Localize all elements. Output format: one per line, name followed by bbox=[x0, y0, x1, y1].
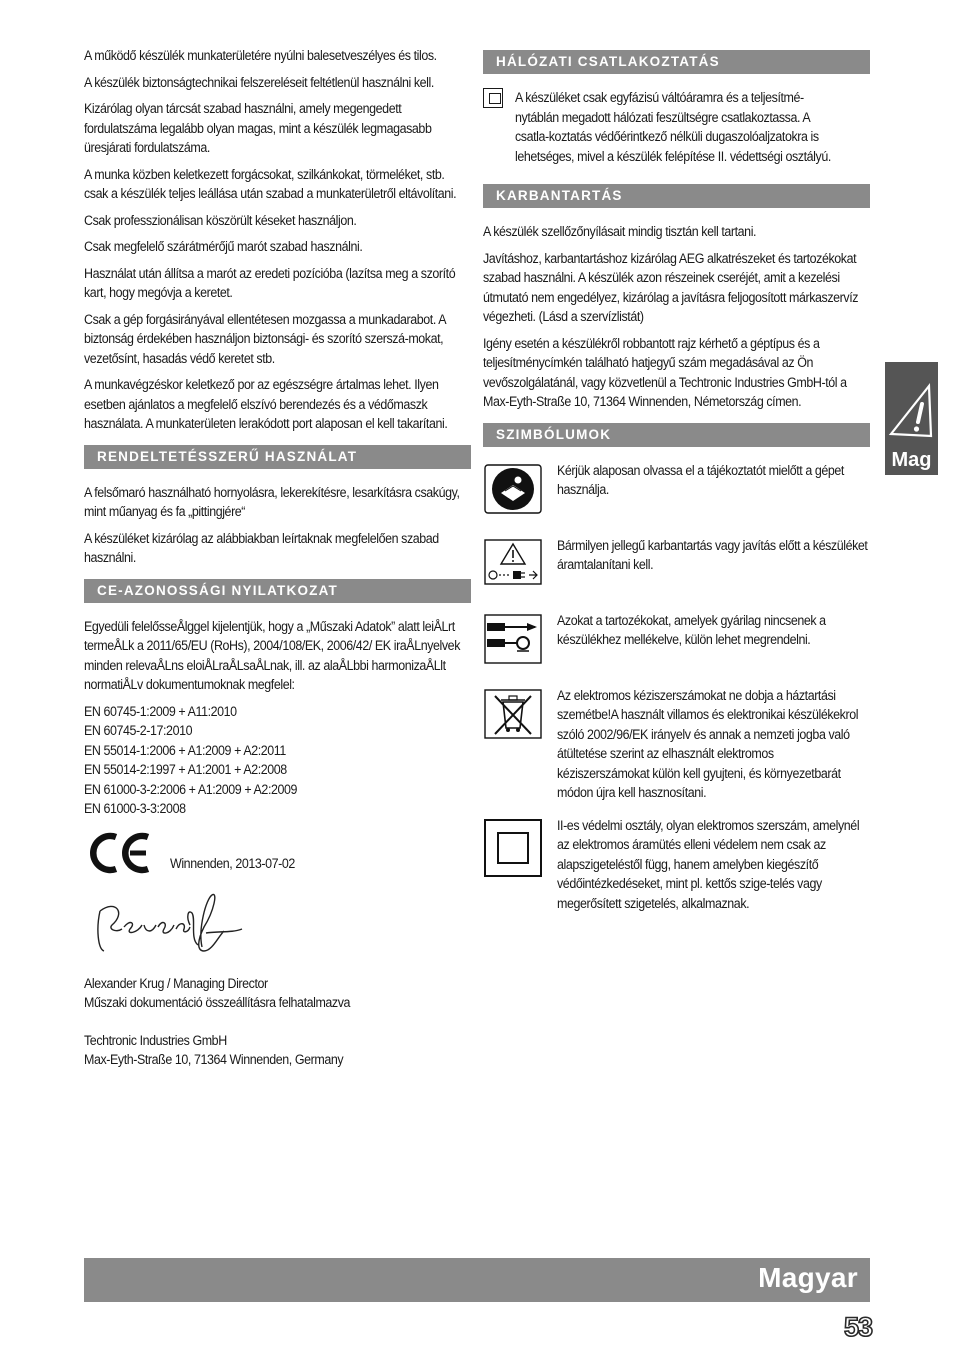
class-ii-icon bbox=[483, 818, 543, 878]
standard-item: EN 60745-2-17:2010 bbox=[84, 723, 193, 738]
signer-role: Műszaki dokumentáció összeállításra felhatalmazva bbox=[84, 995, 351, 1010]
maintenance-paragraph: Javításhoz, karbantartáshoz kizárólag AEG alkatrészeket és tartozékokat szabad használni. A készülék azon részeinek cseréjét, amit a kezelési útmutató nem engedélyez, kizárólag a javításra feljogosított márkaszervíz végezheti. (Lásd a szervízlistát) bbox=[483, 250, 859, 324]
mains-connection-heading: HÁLÓZATI CSATLAKOZTATÁS bbox=[483, 50, 870, 74]
safety-paragraph: Kizárólag olyan tárcsát szabad használni, amely megengedett fordulatszáma legalább olyan magas, mint a készülék legmagasabb üresjárati fordulatszáma. bbox=[84, 101, 432, 155]
symbol-text: Kérjük alaposan olvassa el a tájékoztatót mielőtt a gépet használja. bbox=[557, 462, 844, 497]
symbol-row bbox=[483, 686, 870, 803]
standard-item: EN 61000-3-3:2008 bbox=[84, 801, 186, 816]
standard-item: EN 61000-3-2:2006 + A1:2009 + A2:2009 bbox=[84, 781, 298, 797]
place-date: Winnenden, 2013-07-02 bbox=[170, 855, 295, 871]
footer-language-band bbox=[84, 1258, 870, 1302]
right-column bbox=[483, 46, 870, 926]
maintenance-paragraph: Igény esetén a készülékről robbantott rajz kérhető a géptípus és a teljesítménycímkén található hatjegyű szám megadásával az Ön vevőszolgálatánál, vagy közvetlenül a Techtronic Industries GmbH-tól a Max-Eyth-Straße 10, 71364 Winnenden, Németország címen. bbox=[483, 335, 847, 409]
ce-declaration-heading: CE-AZONOSSÁGI NYILATKOZAT bbox=[84, 579, 471, 603]
side-tab-label: Mag bbox=[891, 449, 932, 471]
company-address: Max-Eyth-Straße 10, 71364 Winnenden, Germany bbox=[84, 1052, 344, 1067]
footer-language-label: Magyar bbox=[758, 1262, 858, 1293]
language-side-tab bbox=[885, 362, 938, 475]
symbol-description bbox=[557, 611, 870, 650]
mains-connection-paragraph: A készüléket csak egyfázisú váltóáramra és a teljesítmé-nytáblán megadott hálózati feszültségre csatlakoztassa. A csatla-koztatás védőérintkező nélküli dugaszolóaljzatokra is lehetséges, mivel a készülék felépítése II. védettségi osztályú. bbox=[515, 90, 832, 164]
symbol-row bbox=[483, 536, 870, 598]
left-column bbox=[84, 46, 471, 1070]
read-manual-icon bbox=[483, 463, 543, 523]
symbol-description bbox=[557, 536, 870, 575]
symbol-text: II-es védelmi osztály, olyan elektromos szerszám, amelynél az elektromos áramütés elleni védelem nem csak az alapszigeteléstől függ, hanem amelyben kiegészítő védőintézkedéseket, mint pl. kettős szige-telés vagy megerősített szigetelés, alkalmaznak. bbox=[557, 817, 860, 911]
standards-list bbox=[84, 702, 471, 819]
standard-item: EN 55014-1:2006 + A1:2009 + A2:2011 bbox=[84, 742, 286, 758]
maintenance-paragraph: A készülék szellőzőnyílásait mindig tisztán kell tartani. bbox=[483, 224, 757, 239]
symbols-heading: SZIMBÓLUMOK bbox=[483, 423, 870, 447]
safety-paragraph: Csak professzionálisan köszörült késeket használjon. bbox=[84, 212, 357, 228]
symbol-row bbox=[483, 816, 870, 914]
safety-paragraph: Használat után állítsa a marót az eredeti pozícióba (lazítsa meg a szorító kart, hogy megóvja a keretet. bbox=[84, 265, 456, 300]
ce-declaration-paragraph: Egyedüli felelősseÅlggel kijelentjük, hogy a „Műszaki Adatok” alatt leiÅLrt termeÅLk a 2011/65/EU (RoHs), 2004/108/EK, 2006/42/ EK iraÅLnyelvek minden relevaÅLns eloiÅLraÅLsaÅLnak, ill. az alaÅLbbi harmonizaÅLlt normatiÅLv dokumentumoknak megfelel: bbox=[84, 618, 461, 692]
safety-paragraph: A készülék biztonságtechnikai felszereléseit feltétlenül használni kell. bbox=[84, 74, 434, 90]
class-ii-small-icon bbox=[483, 88, 503, 108]
symbol-text: Bármilyen jellegű karbantartás vagy javítás előtt a készüléket áramtalanítani kell. bbox=[557, 537, 868, 572]
unplug-warning-icon bbox=[483, 538, 543, 598]
symbol-row bbox=[483, 611, 870, 673]
intended-use-paragraph: A felsőmaró használható hornyolásra, lekerekítésre, lesarkításra csakúgy, mint műanyag és fa „pittingjére“ bbox=[84, 484, 460, 519]
warning-exclamation-icon bbox=[885, 362, 938, 444]
symbol-text: Az elektromos kéziszerszámokat ne dobja a háztartási szemétbe!A használt villamos és elektronikai készülékekrol szóló 2002/96/EK irányelv és annak a nemzeti jogba való átültetése szerint az elhasznált elektromos kéziszerszámokat külön kell gyujteni, és környezetbarát módon újra kell hasznosítani. bbox=[557, 687, 859, 800]
mains-connection-block bbox=[483, 88, 870, 173]
safety-paragraph: Csak megfelelő szárátmérőjű marót szabad használni. bbox=[84, 239, 363, 254]
standard-item: EN 55014-2:1997 + A1:2001 + A2:2008 bbox=[84, 762, 287, 777]
accessories-icon bbox=[483, 613, 543, 673]
crossed-bin-icon bbox=[483, 688, 543, 748]
symbol-description bbox=[557, 686, 870, 803]
signature-image bbox=[86, 889, 256, 969]
safety-paragraph: Csak a gép forgásirányával ellentétesen mozgassa a munkadarabot. A biztonság érdekében használjon biztonsági- és szorító szerszá-mokat, vezetősínt, hasadás védő keretet stb. bbox=[84, 311, 446, 366]
symbol-description bbox=[557, 461, 870, 500]
ce-mark-icon bbox=[86, 831, 154, 875]
intended-use-paragraph: A készüléket kizárólag az alábbiakban leírtaknak megfelelően szabad használni. bbox=[84, 530, 439, 565]
symbol-row bbox=[483, 461, 870, 523]
signer-name: Alexander Krug / Managing Director bbox=[84, 975, 268, 991]
symbol-description bbox=[557, 816, 870, 914]
company-name: Techtronic Industries GmbH bbox=[84, 1032, 227, 1048]
page-number: 53 bbox=[843, 1312, 872, 1342]
intended-use-heading: RENDELTETÉSSZERŰ HASZNÁLAT bbox=[84, 445, 471, 469]
safety-paragraph: A munkavégzéskor keletkező por az egészségre ártalmas lehet. Ilyen esetben ajánlatos a megfelelő elszívó berendezés és a védőmaszk használata. A munkaterületen lerakódott port alaposan el kell takarítani. bbox=[84, 377, 448, 431]
ce-mark-row bbox=[84, 829, 471, 881]
maintenance-heading: KARBANTARTÁS bbox=[483, 184, 870, 208]
safety-paragraph: A működő készülék munkaterületére nyúlni balesetveszélyes és tilos. bbox=[84, 48, 437, 63]
symbol-text: Azokat a tartozékokat, amelyek gyárilag nincsenek a készülékhez mellékelve, külön lehet megrendelni. bbox=[557, 612, 826, 647]
standard-item: EN 60745-1:2009 + A11:2010 bbox=[84, 703, 237, 719]
safety-paragraph: A munka közben keletkezett forgácsokat, szilkánkokat, törmeléket, stb. csak a készülék teljes leállása után szabad a munkaterületről eltávolítani. bbox=[84, 166, 457, 201]
